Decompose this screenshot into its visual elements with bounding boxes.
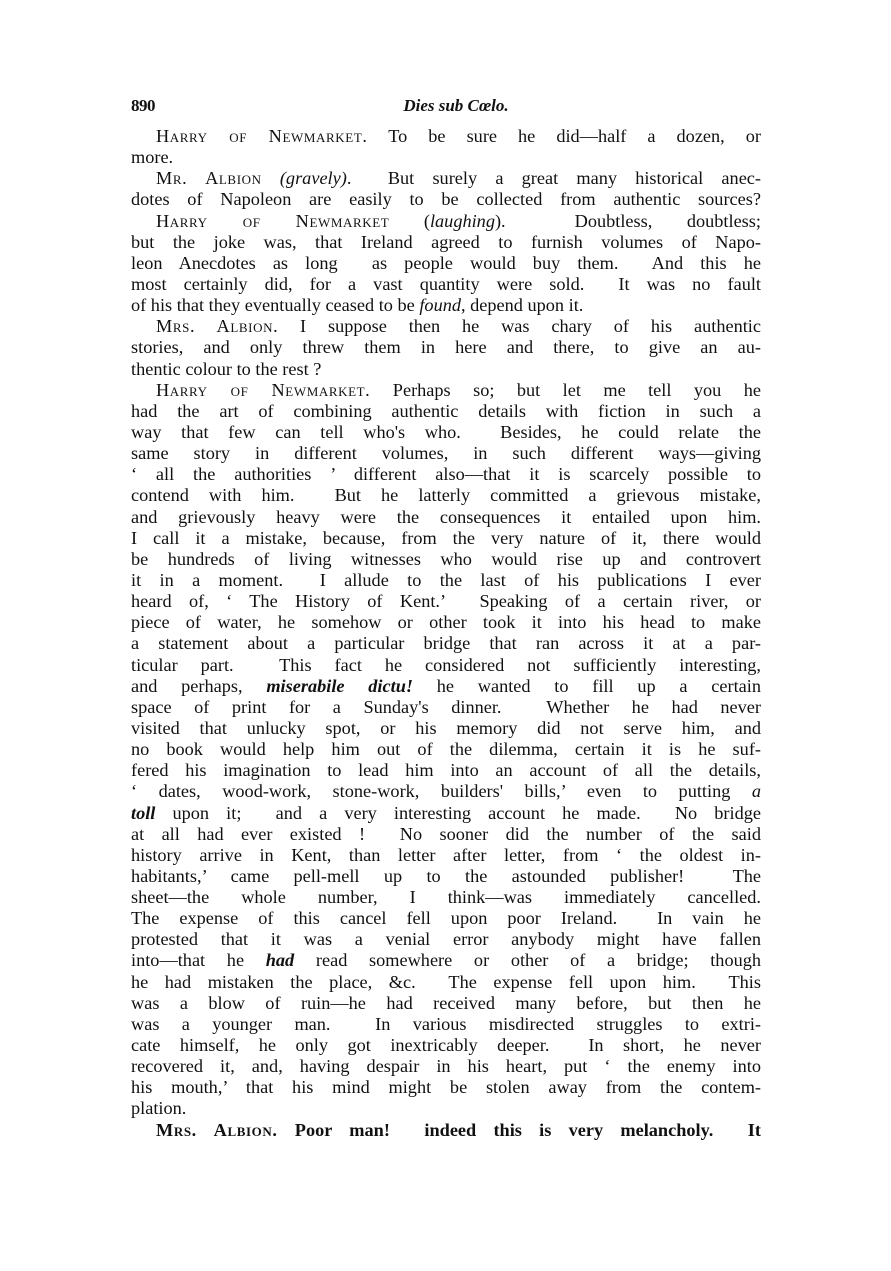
- text-run: be hundreds of living witnesses who would rise up and controvert: [131, 548, 761, 569]
- text-run: but the joke was, that Ireland agreed to furnish volumes of Napo-: [131, 231, 761, 252]
- text-run: history arrive in Kent, than letter after letter, from ‘ the oldest in-: [131, 844, 761, 865]
- text-line: [131, 464, 761, 485]
- text-run: habitants,’ came pell-mell up to the astounded publisher! The: [131, 865, 761, 886]
- speaker-name: Mrs. Albion.: [156, 316, 279, 337]
- text-line: [131, 253, 761, 274]
- text-run: Poor man! indeed this is very melancholy. It: [277, 1119, 761, 1140]
- text-run: thentic colour to the rest ?: [131, 358, 322, 379]
- text-run: piece of water, he somehow or other took it into his head to make: [131, 612, 761, 633]
- text-run: he wanted to fill up a certain: [412, 675, 761, 696]
- text-line: [131, 337, 761, 358]
- text-run: stories, and only threw them in here and there, to give an au-: [131, 337, 761, 358]
- book-page: [131, 96, 761, 1141]
- text-line: [131, 993, 761, 1014]
- text-line: [131, 485, 761, 506]
- text-line: [131, 781, 761, 802]
- text-line: [131, 760, 761, 781]
- speaker-name: Mrs. Albion.: [156, 1119, 278, 1140]
- text-run: (: [389, 210, 430, 231]
- text-run: read somewhere or other of a bridge; though: [294, 950, 762, 971]
- text-line: [131, 1014, 761, 1035]
- text-line: [131, 528, 761, 549]
- speaker-name: Harry of Newmarket: [156, 210, 390, 231]
- text-line: [131, 972, 761, 993]
- text-line: [131, 168, 761, 189]
- text-run: cate himself, he only got inextricably deeper. In short, he never: [131, 1035, 761, 1056]
- text-run: I suppose then he was chary of his authentic: [278, 316, 761, 337]
- text-line: [131, 274, 761, 295]
- text-line: [131, 887, 761, 908]
- text-run: miserabile dictu!: [266, 675, 413, 696]
- text-run: more.: [131, 147, 174, 168]
- text-run: way that few can tell who's who. Besides, he could relate the: [131, 421, 761, 442]
- text-run: visited that unlucky spot, or his memory did not serve him, and: [131, 717, 761, 738]
- text-line: [131, 697, 761, 718]
- text-line: [131, 803, 761, 824]
- text-line: [131, 845, 761, 866]
- text-run: . But surely a great many historical anec-: [346, 168, 762, 189]
- text-run: had: [265, 950, 295, 971]
- text-run: had the art of combining authentic details with fiction in such a: [131, 400, 761, 421]
- text-run: his mouth,’ that his mind might be stolen away from the contem-: [131, 1077, 761, 1098]
- text-run: ticular part. This fact he considered not sufficiently interesting,: [131, 654, 761, 675]
- text-line: [131, 147, 761, 168]
- text-run: a: [751, 781, 761, 802]
- text-run: of his that they eventually ceased to be: [131, 295, 420, 316]
- text-line: [131, 591, 761, 612]
- text-run: no book would help him out of the dilemma, certain it is he suf-: [131, 739, 761, 760]
- text-run: at all had ever existed ! No sooner did the number of the said: [131, 823, 761, 844]
- text-run: , depend upon it.: [461, 295, 584, 316]
- text-line: [131, 443, 761, 464]
- text-run: protested that it was a venial error anybody might have fallen: [131, 929, 761, 950]
- text-line: [131, 950, 761, 971]
- text-line: [131, 549, 761, 570]
- text-run: sheet—the whole number, I think—was immediately cancelled.: [131, 887, 761, 908]
- text-line: [131, 824, 761, 845]
- text-run: contend with him. But he latterly committed a grievous mistake,: [131, 485, 761, 506]
- speaker-name: Harry of Newmarket.: [156, 379, 371, 400]
- text-run: upon it; and a very interesting account he made. No bridge: [155, 802, 761, 823]
- text-line: [131, 718, 761, 739]
- text-run: laughing: [429, 210, 495, 231]
- text-line: [131, 633, 761, 654]
- text-run: ‘ dates, wood-work, stone-work, builders' bills,’ even to putting: [131, 781, 752, 802]
- text-line: [131, 507, 761, 528]
- text-line: [131, 189, 761, 210]
- speaker-name: Harry of Newmarket.: [156, 126, 368, 146]
- text-line: [131, 126, 761, 147]
- text-run: (gravely): [279, 168, 347, 189]
- text-run: toll: [131, 802, 156, 823]
- text-line: [131, 929, 761, 950]
- text-run: fered his imagination to lead him into an account of all the details,: [131, 760, 761, 781]
- text-line: [131, 316, 761, 337]
- text-run: same story in different volumes, in such different ways—giving: [131, 443, 761, 464]
- text-line: [131, 908, 761, 929]
- text-line: [131, 1120, 761, 1141]
- text-run: a statement about a particular bridge that ran across it at a par-: [131, 633, 761, 654]
- speaker-name: Mr. Albion: [156, 168, 262, 189]
- text-line: [131, 1056, 761, 1077]
- text-line: [131, 359, 761, 380]
- text-run: The expense of this cancel fell upon poor Ireland. In vain he: [131, 908, 761, 929]
- body-text: [131, 126, 761, 1141]
- text-run: and perhaps,: [131, 675, 267, 696]
- text-run: To be sure he did—half a dozen, or: [367, 126, 762, 146]
- text-run: [262, 168, 280, 188]
- text-line: [131, 739, 761, 760]
- text-line: [131, 1035, 761, 1056]
- running-head: [131, 96, 761, 122]
- text-run: Perhaps so; but let me tell you he: [370, 379, 761, 400]
- text-run: was a younger man. In various misdirected struggles to extri-: [131, 1013, 761, 1034]
- text-run: it in a moment. I allude to the last of his publications I ever: [131, 569, 761, 590]
- text-line: [131, 676, 761, 697]
- text-run: he had mistaken the place, &c. The expense fell upon him. This: [131, 971, 761, 992]
- text-line: [131, 1077, 761, 1098]
- text-run: and grievously heavy were the consequences it entailed upon him.: [131, 506, 761, 527]
- text-run: heard of, ‘ The History of Kent.’ Speaking of a certain river, or: [131, 591, 761, 612]
- text-run: ‘ all the authorities ’ different also—that it is scarcely possible to: [131, 464, 761, 485]
- text-run: I call it a mistake, because, from the very nature of it, there would: [131, 527, 761, 548]
- text-run: into—that he: [131, 950, 266, 971]
- text-run: dotes of Napoleon are easily to be collected from authentic sources?: [131, 189, 761, 210]
- text-line: [131, 232, 761, 253]
- text-line: [131, 866, 761, 887]
- text-line: [131, 380, 761, 401]
- text-run: leon Anecdotes as long as people would buy them. And this he: [131, 252, 761, 273]
- text-line: [131, 401, 761, 422]
- text-line: [131, 570, 761, 591]
- text-run: space of print for a Sunday's dinner. Whether he had never: [131, 696, 761, 717]
- text-line: [131, 1098, 761, 1119]
- text-run: was a blow of ruin—he had received many before, but then he: [131, 992, 761, 1013]
- text-line: [131, 295, 761, 316]
- text-run: recovered it, and, having despair in his heart, put ‘ the enemy into: [131, 1056, 761, 1077]
- text-run: ). Doubtless, doubtless;: [494, 210, 761, 231]
- text-line: [131, 422, 761, 443]
- text-run: found: [419, 295, 461, 316]
- text-line: [131, 655, 761, 676]
- text-line: [131, 612, 761, 633]
- running-title: Dies sub Cœlo.: [403, 96, 509, 115]
- text-line: [131, 211, 761, 232]
- page-number: 890: [131, 96, 155, 115]
- text-run: most certainly did, for a vast quantity were sold. It was no fault: [131, 273, 761, 294]
- text-run: plation.: [131, 1098, 187, 1119]
